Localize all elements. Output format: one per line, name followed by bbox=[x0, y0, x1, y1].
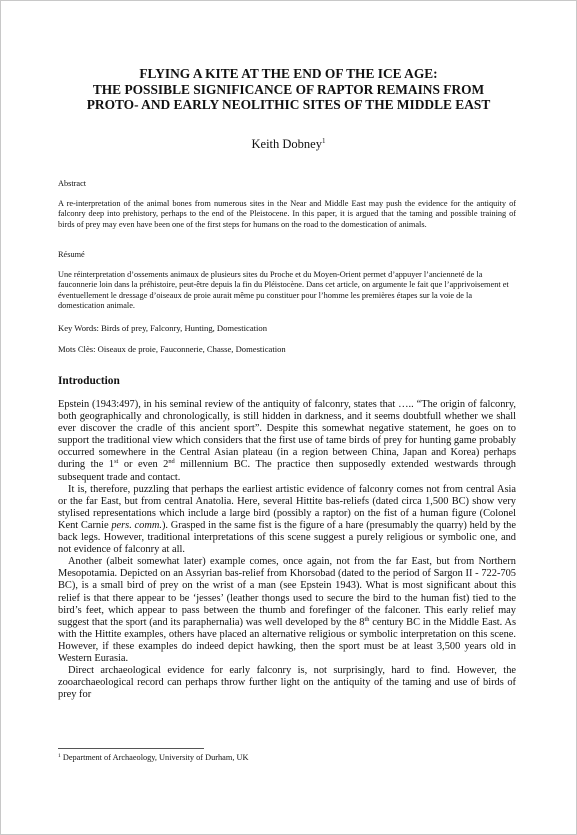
author-name: Keith Dobney bbox=[251, 137, 322, 151]
title-line-3: PROTO- AND EARLY NEOLITHIC SITES OF THE MIDDLE EAST bbox=[86, 97, 491, 112]
author-footnote-marker: 1 bbox=[321, 137, 326, 145]
introduction-heading: Introduction bbox=[58, 375, 120, 387]
abstract-heading: Abstract bbox=[58, 179, 87, 188]
paper-title bbox=[41, 66, 536, 113]
abstract-text: A re-interpretation of the animal bones from numerous sites in the Near and Middle East may push the evidence for the antiquity of falconry deep into prehistory, perhaps to the end of the Pleistocene. In this paper, it is argued that the taming and possible training of birds of prey may even have been one of the first steps for humans on the road to the domestication of animals. bbox=[58, 199, 516, 229]
author-line bbox=[1, 137, 576, 152]
keywords-french: Mots Clès: Oiseaux de proie, Fauconnerie, Chasse, Domestication bbox=[58, 344, 286, 354]
ordinal-superscript: st bbox=[114, 458, 119, 466]
title-line-2: THE POSSIBLE SIGNIFICANCE OF RAPTOR REMAINS FROM bbox=[92, 81, 485, 97]
keywords-english: Key Words: Birds of prey, Falconry, Hunting, Domestication bbox=[58, 323, 268, 333]
footnote-marker: 1 bbox=[58, 753, 61, 759]
paragraph-1: Epstein (1943:497), in his seminal review of the antiquity of falconry, states that ….. “The origin of falconry, both geographically and chronologically, is still hidden in darkness, and it seems doubtfull whether we shall ever discover the cradle of this ancient sport”. Despite this somewhat negative statement, he goes on to support the traditional view which considers that the first use of tame birds of prey for hunting game probably occurred somewhere in the Central Asian plateau (in a region between China, Japan and Korea) perhaps during the 1st or even 2nd millennium BC. The practice then supposedly extended westwards through subsequent trade and contact. bbox=[58, 399, 516, 483]
paragraph-2: It is, therefore, puzzling that perhaps the earliest artistic evidence of falconry comes not from central Asia or the far East, but from central Anatolia. Here, several Hittite bas-reliefs (dated circa 1,500 BC) show very stylised representations which include a large bird (possibly a raptor) on the fist of a human figure (Colonel Kent Carnie pers. comm.). Grasped in the same fist is the figure of a hare (presumably the quarry) held by the back legs. However, traditional interpretations of this scene suggest a purely religious or symbolic one, and not evidence of falconry at all. bbox=[58, 483, 516, 556]
title-line-1: FLYING A KITE AT THE END OF THE ICE AGE: bbox=[139, 66, 438, 81]
introduction-body bbox=[58, 399, 516, 701]
resume-heading: Résumé bbox=[58, 250, 85, 259]
ordinal-superscript: nd bbox=[168, 458, 175, 466]
footnote bbox=[58, 753, 248, 762]
citation-italic: pers. comm. bbox=[111, 519, 162, 531]
footnote-text: Department of Archaeology, University of Durham, UK bbox=[60, 753, 249, 762]
paragraph-3: Another (albeit somewhat later) example comes, once again, not from the far East, but from Northern Mesopotamia. Depicted on an Assyrian bas-relief from Khorsobad (dated to the period of Sargon II - 722-705 BC), is a small bird of prey on the wrist of a man (see Epstein 1943). What is most significant about this relief is that there appear to be ‘jesses’ (leather thongs used to secure the bird to the human fist) tied to the bird’s feet, which appear to pass between the thumb and forefinger of the falconer. This early relief may suggest that the sport (and its paraphernalia) was well developed by the 8th century BC in the Middle East. As with the Hittite examples, others have placed an alternative religious or symbolic interpretation on this scene. However, if these examples do indeed depict hawking, then the sport must be at least 3,500 years old in Western Eurasia. bbox=[58, 556, 516, 664]
ordinal-superscript: th bbox=[364, 615, 370, 623]
resume-text: Une réinterpretation d’ossements animaux de plusieurs sites du Proche et du Moyen-Orient permet d’appuyer l’ancienneté de la fauconnerie loin dans la préhistoire, peut-être depuis la fin du Pléistocène. Dans cet article, on argumente le fait que l’apprivoisement et éventuellement le dressage d’oiseaux de proie aurait même pu constituer pour l’homme les premières étapes sur la voie de la domestication animale. bbox=[58, 270, 509, 310]
footnote-divider bbox=[58, 748, 204, 749]
paragraph-4: Direct archaeological evidence for early falconry is, not surprisingly, hard to find. However, the zooarchaeological record can perhaps throw further light on the antiquity of the taming and use of birds of prey for bbox=[58, 665, 516, 701]
